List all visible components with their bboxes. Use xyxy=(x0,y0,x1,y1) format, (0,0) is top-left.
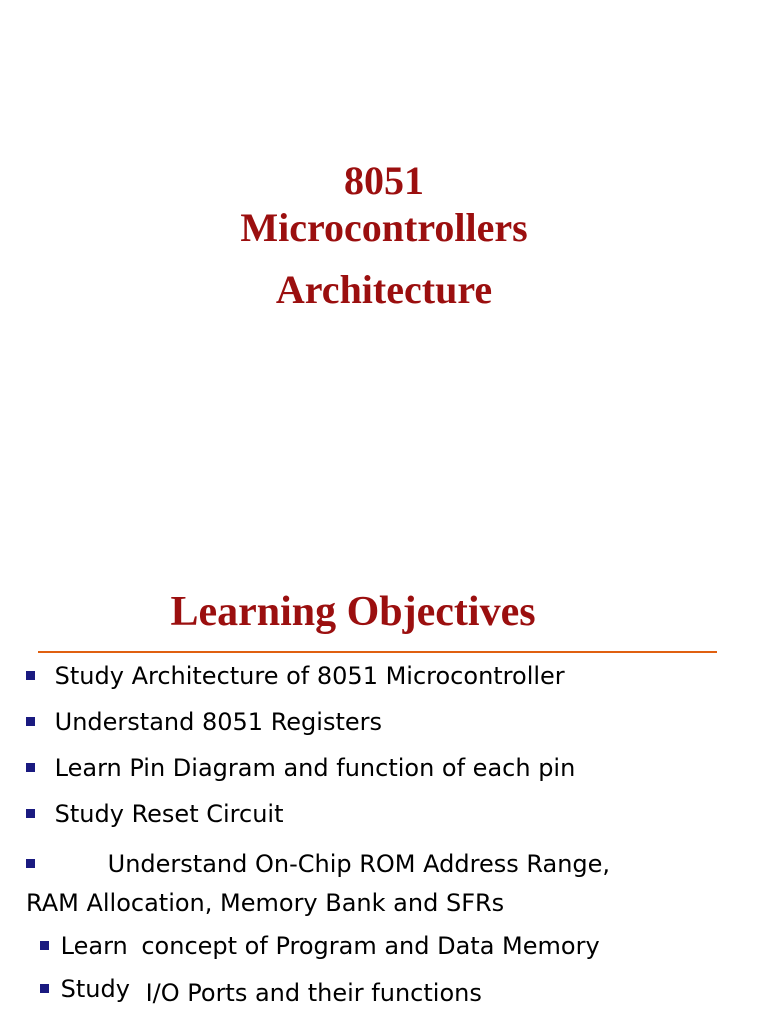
objective-item xyxy=(40,975,482,1007)
objective-text: Study xyxy=(60,975,130,1003)
objective-text: Understand 8051 Registers xyxy=(54,708,383,736)
title-line-3: Architecture xyxy=(275,267,493,312)
square-bullet-icon xyxy=(26,671,35,680)
objective-text: Learn Pin Diagram and function of each pin xyxy=(54,754,576,782)
objective-item xyxy=(26,800,283,829)
objective-item xyxy=(26,708,382,737)
square-bullet-icon xyxy=(40,941,49,950)
objective-item xyxy=(26,662,565,691)
title-line-2: Microcontrollers xyxy=(240,205,528,250)
objective-item xyxy=(26,754,575,783)
objective-item xyxy=(26,850,610,879)
objective-text: concept of Program and Data Memory xyxy=(141,932,600,960)
title-line-1: 8051 xyxy=(344,158,424,203)
objective-text: I/O Ports and their functions xyxy=(145,979,482,1007)
objective-text: Study Architecture of 8051 Microcontroller xyxy=(54,662,565,690)
heading-divider xyxy=(38,651,717,653)
square-bullet-icon xyxy=(26,859,35,868)
objective-continuation: RAM Allocation, Memory Bank and SFRs xyxy=(26,889,505,917)
square-bullet-icon xyxy=(26,763,35,772)
square-bullet-icon xyxy=(26,809,35,818)
objective-text: Learn xyxy=(60,932,128,960)
square-bullet-icon xyxy=(26,717,35,726)
square-bullet-icon xyxy=(40,984,49,993)
objective-text: Understand On-Chip ROM Address Range, xyxy=(107,850,611,878)
objective-item xyxy=(40,932,600,961)
objective-text: Study Reset Circuit xyxy=(54,800,284,828)
learning-objectives-heading: Learning Objectives xyxy=(170,589,536,635)
